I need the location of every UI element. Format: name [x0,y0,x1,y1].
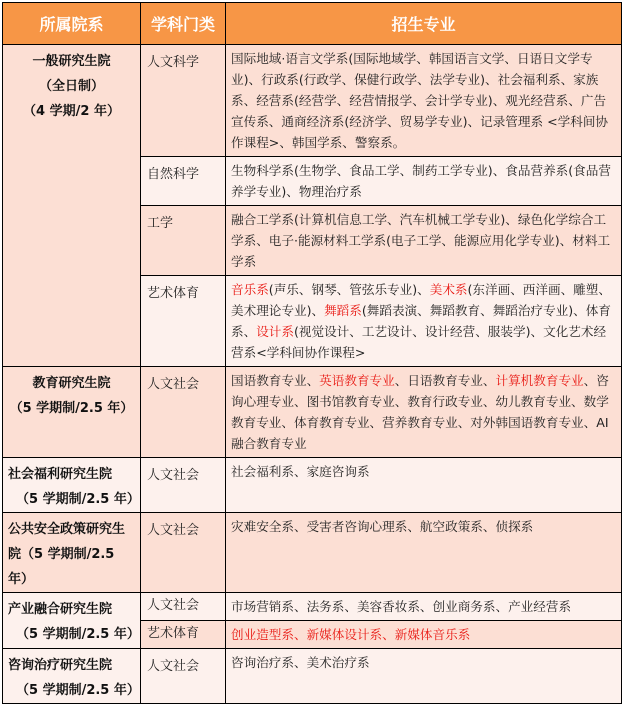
header-majors: 招生专业 [226,3,622,45]
majors-text: (东洋画、西洋画、雕塑、美术理论专业)、 [231,282,611,318]
dept-name: 一般研究生院 [32,54,111,69]
dept-note: （全日制） [38,79,104,94]
dept-name: 产业融合研究生院 [8,602,113,617]
category-cell: 人文社会 [141,513,226,593]
category-cell: 艺术体育 [141,276,226,367]
majors-text: 市场营销系、法务系、美容香妆系、创业商务系、产业经营系 [231,599,572,614]
dept-duration: （5 学期制/2.5 年） [16,492,140,507]
majors-text: 国语教育专业、 [231,373,320,388]
table-row [3,458,622,513]
highlighted-major: 计算机教育专业 [495,373,584,388]
category-cell: 自然科学 [141,157,226,206]
majors-cell [226,458,622,513]
majors-cell [226,157,622,206]
category-cell: 人文社会 [141,458,226,513]
dept-cell [3,45,141,367]
majors-cell [226,367,622,458]
dept-cell [3,458,141,513]
dept-cell [3,513,141,593]
category-cell: 人文社会 [141,593,226,621]
dept-name: 教育研究生院 [32,376,111,391]
majors-cell [226,513,622,593]
dept-duration: （5 学期制/2.5 年） [16,627,140,642]
majors-text: (视觉设计、工艺设计、设计经营、服装学)、文化艺术经营系<学科间协作课程> [231,324,607,360]
majors-cell [226,276,622,367]
majors-text: 生物科学系(生物学、食品工学、制药工学专业)、食品营养系(食品营养学专业)、物理治疗系 [231,163,611,199]
category-cell: 人文社会 [141,649,226,704]
majors-text: 融合工学系(计算机信息工学、汽车机械工学专业)、绿色化学综合工学系、电子·能源材料工学系(电子工学、能源应用化学专业)、材料工学系 [231,212,611,269]
category-cell: 工学 [141,206,226,276]
highlighted-major: 创业造型系、新媒体设计系、新媒体音乐系 [231,627,471,642]
category-cell: 人文社会 [141,367,226,458]
majors-cell [226,45,622,157]
dept-duration: （5 学期制/2.5 年） [9,401,134,416]
majors-text: 国际地域·语言文学系(国际地域学、韩国语言文学、日语日文学专业)、行政系(行政学、保健行政学、法学专业)、社会福利系、家族系、经营系(经营学、经营情报学、会计学专业)、观光经营系、广告宣传系、通商经济系(经济学、贸易学专业)、记录管理系 <学科间协作课程>、韩国学系、警察系。 [231,51,609,150]
majors-text: 灾难安全系、受害者咨询心理系、航空政策系、侦探系 [231,519,534,534]
header-dept: 所属院系 [3,3,141,45]
dept-duration: （5 学期制/2.5 年） [16,683,140,698]
category-cell: 人文科学 [141,45,226,157]
highlighted-major: 美术系 [429,282,468,297]
majors-text: 、日语教育专业、 [394,373,496,388]
table-row [3,367,622,458]
dept-duration: （4 学期/2 年） [23,104,120,119]
dept-cell [3,367,141,458]
table-row [3,593,622,621]
table-row [3,513,622,593]
admissions-table [2,2,622,704]
table-header-row [3,3,622,45]
highlighted-major: 英语教育专业 [319,373,395,388]
majors-cell [226,593,622,621]
highlighted-major: 舞蹈系 [324,303,362,318]
dept-name: 社会福利研究生院 [8,467,113,482]
majors-text: (声乐、钢琴、管弦乐专业)、 [268,282,430,297]
majors-text: 、咨询心理专业、图书馆教育专业、教育行政专业、幼儿教育专业、数学教育专业、体育教育专业、营养教育专业、对外韩国语教育专业、AI 融合教育专业 [231,373,609,451]
table-row [3,45,622,157]
majors-text: 社会福利系、家庭咨询系 [231,464,370,479]
majors-cell [226,206,622,276]
dept-name: 咨询治疗研究生院 [8,658,113,673]
dept-cell [3,593,141,649]
highlighted-major: 音乐系 [231,282,269,297]
majors-text: (舞蹈表演、舞蹈教育、舞蹈治疗专业)、体育系、 [231,303,611,339]
category-cell: 艺术体育 [141,621,226,649]
header-category: 学科门类 [141,3,226,45]
majors-text: 咨询治疗系、美术治疗系 [231,655,370,670]
dept-name: 公共安全政策研究生院（5 学期制/2.5 年） [8,522,126,587]
majors-cell [226,621,622,649]
highlighted-major: 设计系 [256,324,294,339]
